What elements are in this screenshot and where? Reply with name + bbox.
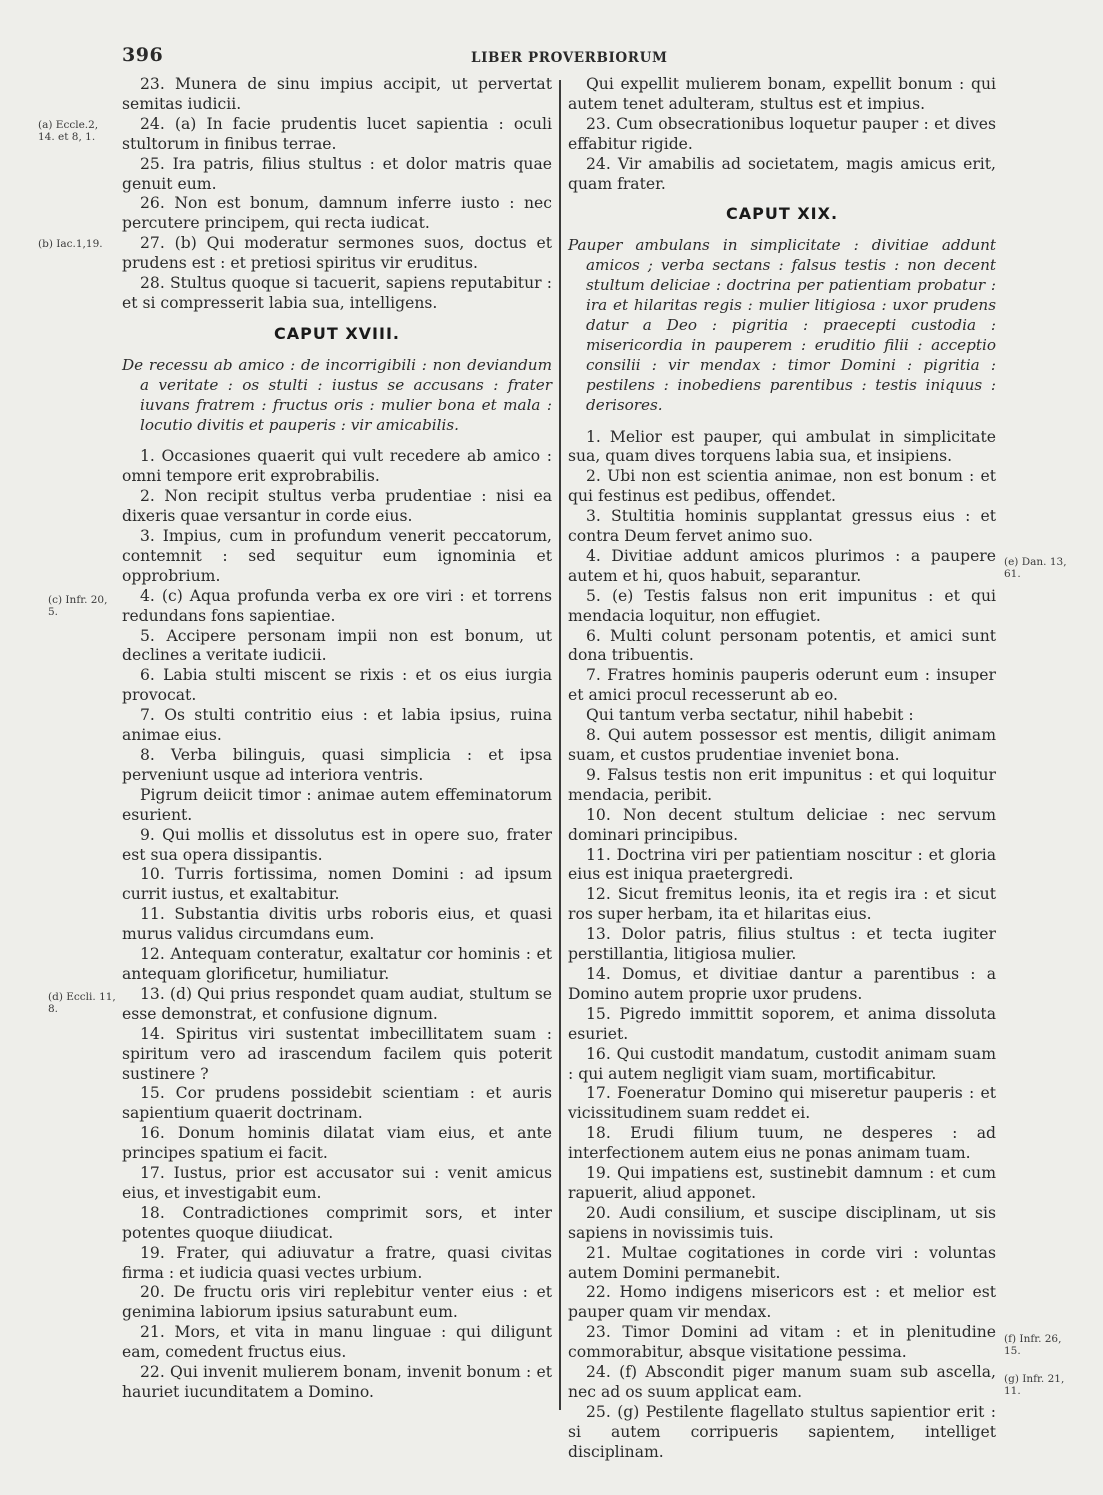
column-divider bbox=[559, 80, 561, 1410]
verse: 11. Substantia divitis urbs roboris eius, et quasi murus validus circumdans eum. bbox=[122, 905, 552, 944]
verse: 13. Dolor patris, filius stultus : et tecta iugiter perstillantia, litigiosa mulier. bbox=[568, 925, 996, 964]
verse: 9. Falsus testis non erit impunitus : et qui loquitur mendacia, peribit. bbox=[568, 765, 996, 804]
verse: 21. Multae cogitationes in corde viri : voluntas autem Domini permanebit. bbox=[568, 1243, 996, 1282]
chapter-title-xix: CAPUT XIX. bbox=[725, 204, 839, 224]
verse: 20. Audi consilium, et suscipe disciplinam, ut sis sapiens in novissimis tuis. bbox=[568, 1203, 996, 1242]
verse: 4. (c) Aqua profunda verba ex ore viri : et torrens redundans fons sapientiae. bbox=[122, 586, 552, 625]
verse: 8. Verba bilinguis, quasi simplicia : et ipsa perveniunt usque ad interiora ventris. bbox=[122, 746, 552, 784]
verse: 15. Pigredo immittit soporem, et anima dissoluta esuriet. bbox=[568, 1004, 996, 1043]
verse: 8. Qui autem possessor est mentis, diligit animam suam, et custos prudentiae inveniet bona. bbox=[568, 726, 996, 764]
verse: 12. Antequam conteratur, exaltatur cor hominis : et antequam glorificetur, humiliatur. bbox=[122, 945, 552, 983]
verse: 15. Cor prudens possidebit scientiam : et auris sapientium quaerit doctrinam. bbox=[122, 1084, 552, 1123]
verse: 18. Contradictiones comprimit sors, et inter potentes quoque diiudicat. bbox=[122, 1203, 552, 1242]
verse: Pigrum deiicit timor : animae autem effeminatorum esurient. bbox=[122, 785, 552, 824]
verse: 24. Vir amabilis ad societatem, magis amicus erit, quam frater. bbox=[568, 154, 996, 193]
verse: 6. Labia stulti miscent se rixis : et os eius iurgia provocat. bbox=[122, 666, 552, 705]
verse: 2. Non recipit stultus verba prudentiae : nisi ea dixeris quae versantur in corde eius. bbox=[122, 487, 552, 526]
verse: 28. Stultus quoque si tacuerit, sapiens reputabitur : et si compresserit labia sua, intelligens. bbox=[122, 274, 552, 312]
verse: 14. Domus, et divitiae dantur a parentibus : a Domino autem proprie uxor prudens. bbox=[568, 964, 996, 1003]
verse: 23. Timor Domini ad vitam : et in plenitudine commorabitur, absque visitatione pessima. bbox=[568, 1323, 996, 1362]
verse: 24. (a) In facie prudentis lucet sapientia : oculi stultorum in finibus terrae. bbox=[122, 114, 552, 153]
right-column bbox=[568, 75, 996, 1463]
verse: 19. Qui impatiens est, sustinebit damnum : et cum rapuerit, aliud apponet. bbox=[568, 1164, 996, 1202]
margin-note: (b) Iac.1,19. bbox=[38, 238, 103, 250]
verse: 7. Os stulti contritio eius : et labia ipsius, ruina animae eius. bbox=[122, 706, 552, 745]
verse: 5. Accipere personam impii non est bonum, ut declines a veritate iudicii. bbox=[122, 626, 552, 665]
verse: Qui tantum verba sectatur, nihil habebit : bbox=[586, 706, 914, 725]
margin-note: (a) Eccle.2, 14. et 8, 1. bbox=[38, 119, 99, 143]
verse: 26. Non est bonum, damnum inferre iusto : nec percutere principem, qui recta iudicat. bbox=[122, 194, 552, 233]
verse: 1. Melior est pauper, qui ambulat in simplicitate sua, quam dives torquens labia sua, et insipiens. bbox=[568, 427, 996, 466]
verse: 18. Erudi filium tuum, ne desperes : ad interfectionem autem eius ne ponas animam tuam. bbox=[568, 1124, 996, 1163]
chapter-summary: Pauper ambulans in simplicitate : divitiae addunt amicos ; verba sectans : falsus testis : non decent stultum deliciae : doctrina per patientiam probatur : ira et hilaritas regis : mulier litigiosa : uxor prudens datur a Deo : pigritia : praecepti custodia : misericordia in pauperem : eruditio filii : acceptio consilii : vir mendax : timor Domini : pigritia : pestilens : inobediens parentibus : testis iniquus : derisores. bbox=[568, 236, 996, 414]
verse: 17. Foeneratur Domino qui miseretur pauperis : et vicissitudinem suam reddet ei. bbox=[568, 1084, 996, 1123]
verse: 14. Spiritus viri sustentat imbecillitatem suam : spiritum vero ad irascendum facilem quis poterit sustinere ? bbox=[122, 1024, 552, 1083]
margin-note: (f) Infr. 26, 15. bbox=[1004, 1333, 1062, 1357]
verse: 16. Qui custodit mandatum, custodit animam suam : qui autem negligit viam suam, mortificabitur. bbox=[568, 1044, 996, 1083]
verse: 6. Multi colunt personam potentis, et amici sunt dona tribuentis. bbox=[568, 626, 996, 665]
verse: 23. Munera de sinu impius accipit, ut pervertat semitas iudicii. bbox=[122, 75, 552, 113]
verse: 19. Frater, qui adiuvatur a fratre, quasi civitas firma : et iudicia quasi vectes urbium. bbox=[122, 1243, 552, 1282]
verse: 17. Iustus, prior est accusator sui : venit amicus eius, et investigabit eum. bbox=[122, 1164, 552, 1202]
page-number: 396 bbox=[122, 44, 164, 66]
chapter-summary: De recessu ab amico : de incorrigibili : non deviandum a veritate : os stulti : iustus se accusans : frater iuvans fratrem : fructus oris : mulier bona et mala : locutio divitis et pauperis : vir amicabilis. bbox=[122, 355, 552, 434]
verse: 2. Ubi non est scientia animae, non est bonum : et qui festinus est pedibus, offendet. bbox=[568, 467, 996, 506]
verse: 9. Qui mollis et dissolutus est in opere suo, frater est sua opera dissipantis. bbox=[122, 825, 552, 864]
margin-note: (c) Infr. 20, 5. bbox=[48, 594, 108, 618]
verse: 4. Divitiae addunt amicos plurimos : a paupere autem et hi, quos habuit, separantur. bbox=[568, 546, 996, 585]
verse: 11. Doctrina viri per patientiam noscitur : et gloria eius est iniqua praetergredi. bbox=[568, 845, 996, 884]
verse: 3. Impius, cum in profundum venerit peccatorum, contemnit : sed sequitur eum ignominia et opprobrium. bbox=[122, 527, 552, 585]
verse: 25. (g) Pestilente flagellato stultus sapientior erit : si autem corripueris sapientem, intelliget disciplinam. bbox=[568, 1402, 996, 1461]
left-column bbox=[122, 75, 552, 1403]
margin-note: (g) Infr. 21, 11. bbox=[1004, 1373, 1065, 1397]
verse: 24. (f) Abscondit piger manum suam sub ascella, nec ad os suum applicat eam. bbox=[568, 1363, 996, 1401]
verse: 25. Ira patris, filius stultus : et dolor matris quae genuit eum. bbox=[122, 154, 552, 193]
verse: 7. Fratres hominis pauperis oderunt eum : insuper et amici procul recesserunt ab eo. bbox=[568, 666, 996, 705]
verse: 23. Cum obsecrationibus loquetur pauper : et dives effabitur rigide. bbox=[568, 114, 996, 153]
verse: 10. Non decent stultum deliciae : nec servum dominari principibus. bbox=[568, 805, 996, 844]
verse: 22. Homo indigens misericors est : et melior est pauper quam vir mendax. bbox=[568, 1283, 996, 1322]
verse: 13. (d) Qui prius respondet quam audiat, stultum se esse demonstrat, et confusione dignum. bbox=[122, 984, 552, 1023]
verse: 22. Qui invenit mulierem bonam, invenit bonum : et hauriet iucunditatem a Domino. bbox=[122, 1363, 552, 1401]
margin-note: (d) Eccli. 11, 8. bbox=[48, 991, 116, 1015]
verse: 5. (e) Testis falsus non erit impunitus : et qui mendacia loquitur, non effugiet. bbox=[568, 586, 996, 625]
verse: 20. De fructu oris viri replebitur venter eius : et genimina labiorum ipsius saturabunt eum. bbox=[122, 1283, 552, 1322]
verse: 1. Occasiones quaerit qui vult recedere ab amico : omni tempore erit exprobrabilis. bbox=[122, 447, 552, 486]
verse: 3. Stultitia hominis supplantat gressus eius : et contra Deum fervet animo suo. bbox=[568, 507, 996, 546]
running-head: LIBER PROVERBIORUM bbox=[471, 50, 668, 66]
verse: Qui expellit mulierem bonam, expellit bonum : qui autem tenet adulteram, stultus est et impius. bbox=[568, 75, 996, 113]
chapter-title-xviii: CAPUT XVIII. bbox=[274, 323, 400, 343]
verse: 10. Turris fortissima, nomen Domini : ad ipsum currit iustus, et exaltabitur. bbox=[122, 865, 552, 904]
margin-note: (e) Dan. 13, 61. bbox=[1004, 556, 1067, 580]
verse: 12. Sicut fremitus leonis, ita et regis ira : et sicut ros super herbam, ita et hilaritas eius. bbox=[568, 885, 996, 924]
verse: 21. Mors, et vita in manu linguae : qui diligunt eam, comedent fructus eius. bbox=[122, 1323, 552, 1362]
verse: 27. (b) Qui moderatur sermones suos, doctus et prudens est : et pretiosi spiritus vir eruditus. bbox=[122, 234, 552, 273]
verse: 16. Donum hominis dilatat viam eius, et ante principes spatium ei facit. bbox=[122, 1124, 552, 1163]
